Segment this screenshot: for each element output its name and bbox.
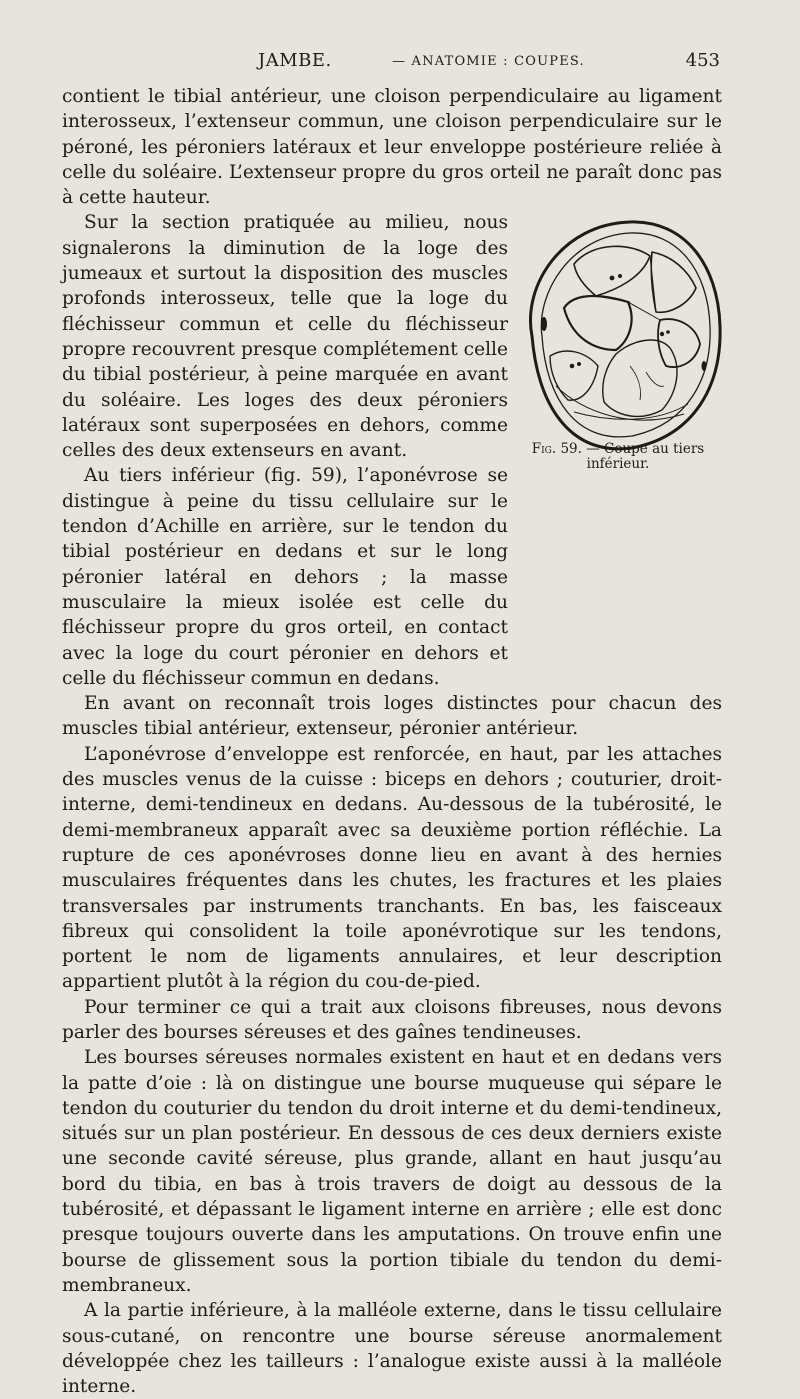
page-number: 453: [685, 50, 720, 71]
paragraph-7: Les bourses séreuses normales existent en haut et en dedans vers la patte d’oie : là on distingue une bourse muqueuse qui sépare le tendon du couturier du tendon du droit interne et du demi-tendineux, situés sur un plan postérieur. En dessous de ces deux derniers existe une seconde cavité séreuse, plus grande, allant en haut jusqu’au bord du tibia, en bas à trois travers de doigt au dessous de la tubérosité, et dépassant le ligament interne en arrière ; elle est donc presque toujours ouverte dans les amputations. On trouve enfin une bourse de glissement sous la portion tibiale du tendon du demi-membraneux.: [62, 1047, 722, 1296]
paragraph-6: Pour terminer ce qui a trait aux cloisons fibreuses, nous devons parler des bourses séreuses et des gaînes tendineuses.: [62, 996, 722, 1043]
figure-caption-label: Fig. 59.: [531, 441, 582, 458]
figure-59: [522, 216, 722, 676]
paragraph-1: contient le tibial antérieur, une cloison perpendiculaire au ligament interosseux, l’extenseur commun, une cloison perpendiculaire sur le péroné, les péroniers latéraux et leur enveloppe postérieure reliée à celle du soléaire. L’extenseur propre du gros orteil ne paraît donc pas à cette hauteur.: [62, 86, 722, 209]
page-body: [62, 84, 722, 1399]
header-subtitle: — ANATOMIE : COUPES.: [392, 54, 585, 69]
header-title: JAMBE.: [258, 50, 332, 71]
paragraph-3: Au tiers inférieur (fig. 59), l’aponévrose se distingue à peine du tissu cellulaire sur le tendon d’Achille en arrière, sur le tendon du tibial postérieur en dedans et sur le long péronier latéral en dehors ; la masse musculaire la mieux isolée est celle du fléchisseur propre du gros orteil, en contact avec la loge du court péronier en dehors et celle du fléchisseur commun en dedans.: [62, 465, 508, 689]
figure-caption: [514, 442, 722, 472]
paragraph-8: A la partie inférieure, à la malléole externe, dans le tissu cellulaire sous-cutané, on rencontre une bourse séreuse anormalement développée chez les tailleurs : l’analogue existe aussi à la malléole interne.: [62, 1300, 722, 1398]
figure-caption-text: — Coupe au tiers inférieur.: [586, 441, 705, 473]
leg-cross-section-illustration: [512, 216, 730, 454]
paragraph-2: Sur la section pratiquée au milieu, nous signalerons la diminution de la loge des jumeaux et surtout la disposition des muscles profonds interosseux, telle que la loge du fléchisseur commun et celle du fléchisseur propre recouvrent presque complétement celle du tibial postérieur, à peine marquée en avant du soléaire. Les loges des deux péroniers latéraux sont superposées en dehors, comme celles des deux extenseurs en avant.: [62, 212, 508, 462]
paragraph-4: En avant on reconnaît trois loges distinctes pour chacun des muscles tibial antérieur, extenseur, péronier antérieur.: [62, 693, 722, 740]
running-header: [62, 50, 722, 76]
paragraph-5: L’aponévrose d’enveloppe est renforcée, en haut, par les attaches des muscles venus de la cuisse : biceps en dehors ; couturier, droit-interne, demi-tendineux en dedans. Au-dessous de la tubérosité, le demi-membraneux apparaît avec sa deuxième portion réfléchie. La rupture de ces aponévroses donne lieu en avant à des hernies musculaires fréquentes dans les chutes, les fractures et les plaies transversales par instruments tranchants. En bas, les faisceaux fibreux qui consolident la toile aponévrotique sur les tendons, portent le nom de ligaments annulaires, et leur description appartient plutôt à la région du cou-de-pied.: [62, 743, 722, 993]
